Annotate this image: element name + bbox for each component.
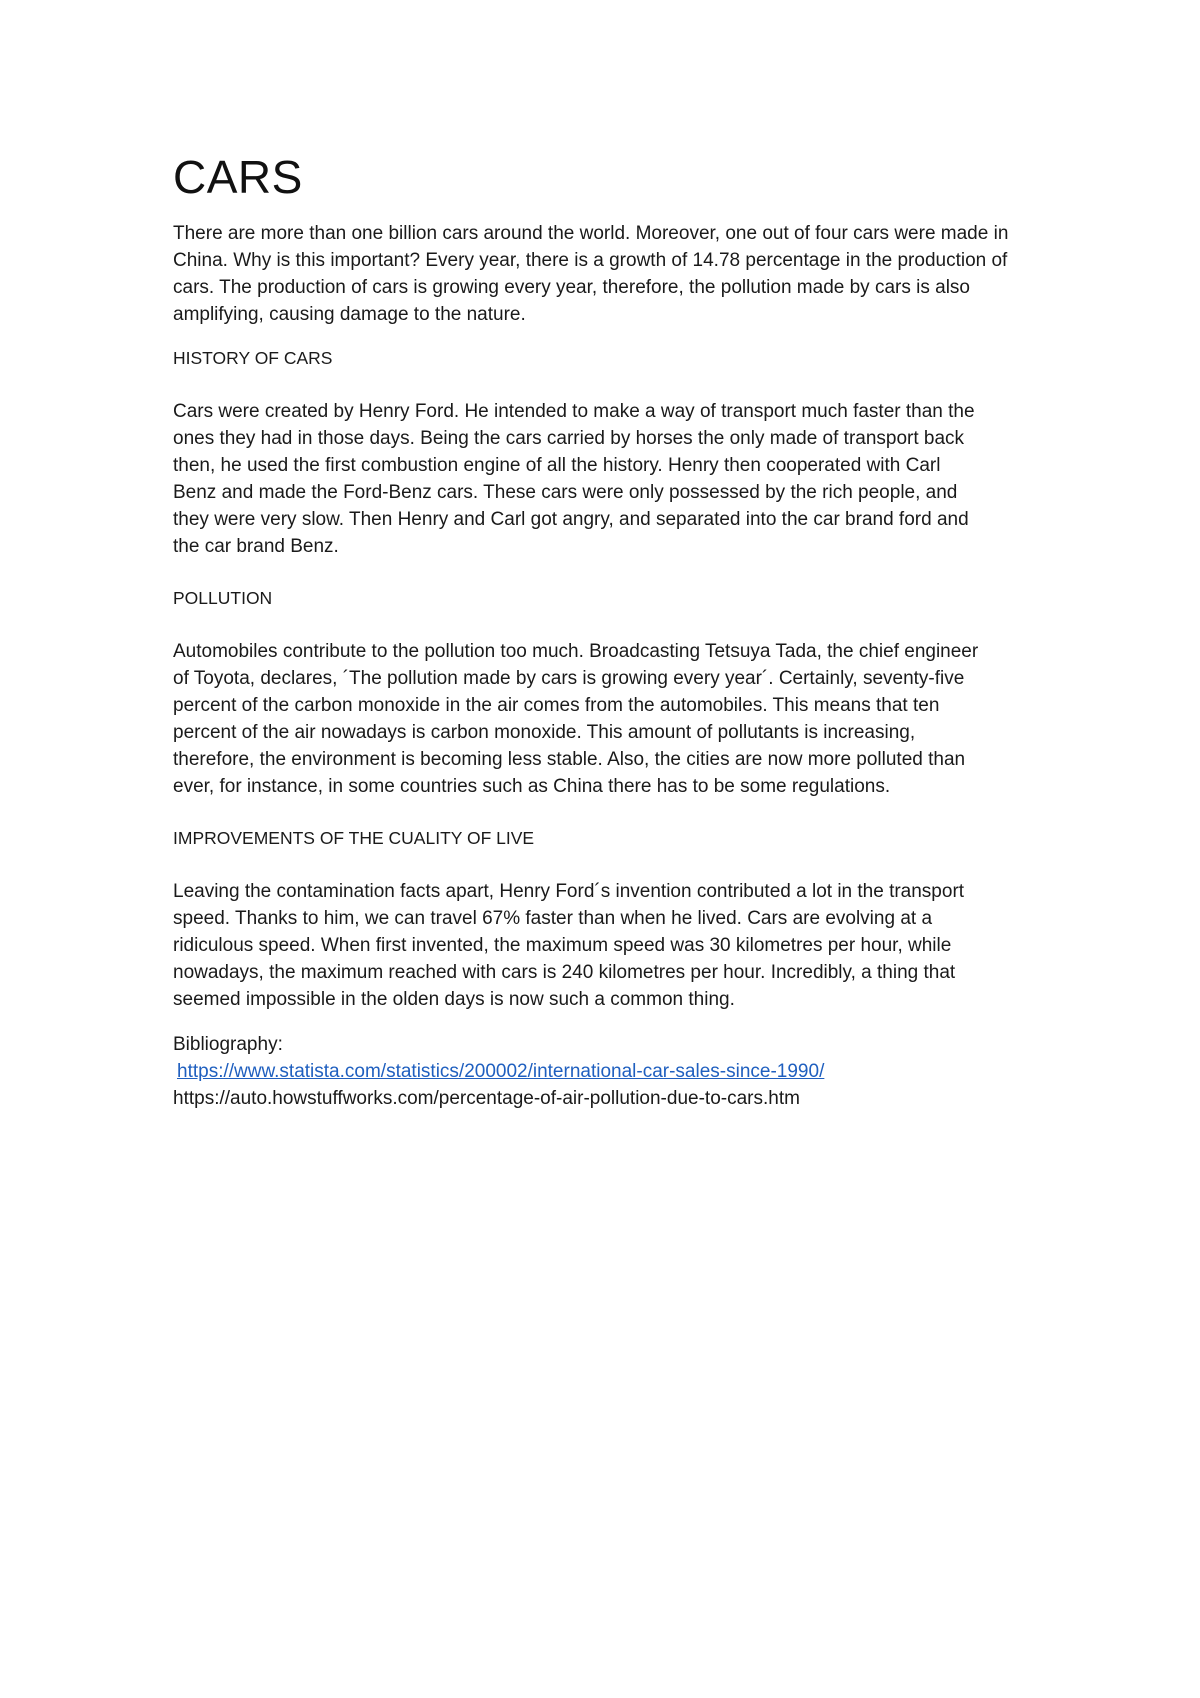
- document-body: [173, 148, 1043, 1112]
- pollution-paragraph: Automobiles contribute to the pollution too much. Broadcasting Tetsuya Tada, the chief engineer of Toyota, declares, ´The pollution made by cars is growing every year´. Certainly, seventy-five percent of the carbon monoxide in the air comes from the automobiles. This means that ten percent of the air nowadays is carbon monoxide. This amount of pollutants is increasing, therefore, the environment is becoming less stable. Also, the cities are now more polluted than ever, for instance, in some countries such as China there has to be some regulations.: [173, 641, 979, 797]
- bibliography-link-howstuffworks: https://auto.howstuffworks.com/percentage-of-air-pollution-due-to-cars.htm: [173, 1088, 800, 1109]
- section-heading-pollution: POLLUTION: [173, 588, 273, 608]
- bibliography-label: Bibliography:: [173, 1034, 283, 1055]
- section-heading-improvements: IMPROVEMENTS OF THE CUALITY OF LIVE: [173, 828, 535, 848]
- bibliography: [173, 1031, 1043, 1112]
- bibliography-link-statista[interactable]: https://www.statista.com/statistics/200002/international-car-sales-since-1990/: [177, 1061, 825, 1082]
- section-heading-history: HISTORY OF CARS: [173, 348, 333, 368]
- intro-paragraph: There are more than one billion cars around the world. Moreover, one out of four cars were made in China. Why is this important? Every year, there is a growth of 14.78 percentage in the production of cars. The production of cars is growing every year, therefore, the pollution made by cars is also amplifying, causing damage to the nature.: [173, 223, 1009, 325]
- improvements-paragraph: Leaving the contamination facts apart, Henry Ford´s invention contributed a lot in the transport speed. Thanks to him, we can travel 67% faster than when he lived. Cars are evolving at a ridiculous speed. When first invented, the maximum speed was 30 kilometres per hour, while nowadays, the maximum reached with cars is 240 kilometres per hour. Incredibly, a thing that seemed impossible in the olden days is now such a common thing.: [173, 881, 965, 1010]
- document-title: CARS: [173, 151, 303, 203]
- history-paragraph: Cars were created by Henry Ford. He intended to make a way of transport much faster than the ones they had in those days. Being the cars carried by horses the only made of transport back then, he used the first combustion engine of all the history. Henry then cooperated with Carl Benz and made the Ford-Benz cars. These cars were only possessed by the rich people, and they were very slow. Then Henry and Carl got angry, and separated into the car brand ford and the car brand Benz.: [173, 401, 975, 557]
